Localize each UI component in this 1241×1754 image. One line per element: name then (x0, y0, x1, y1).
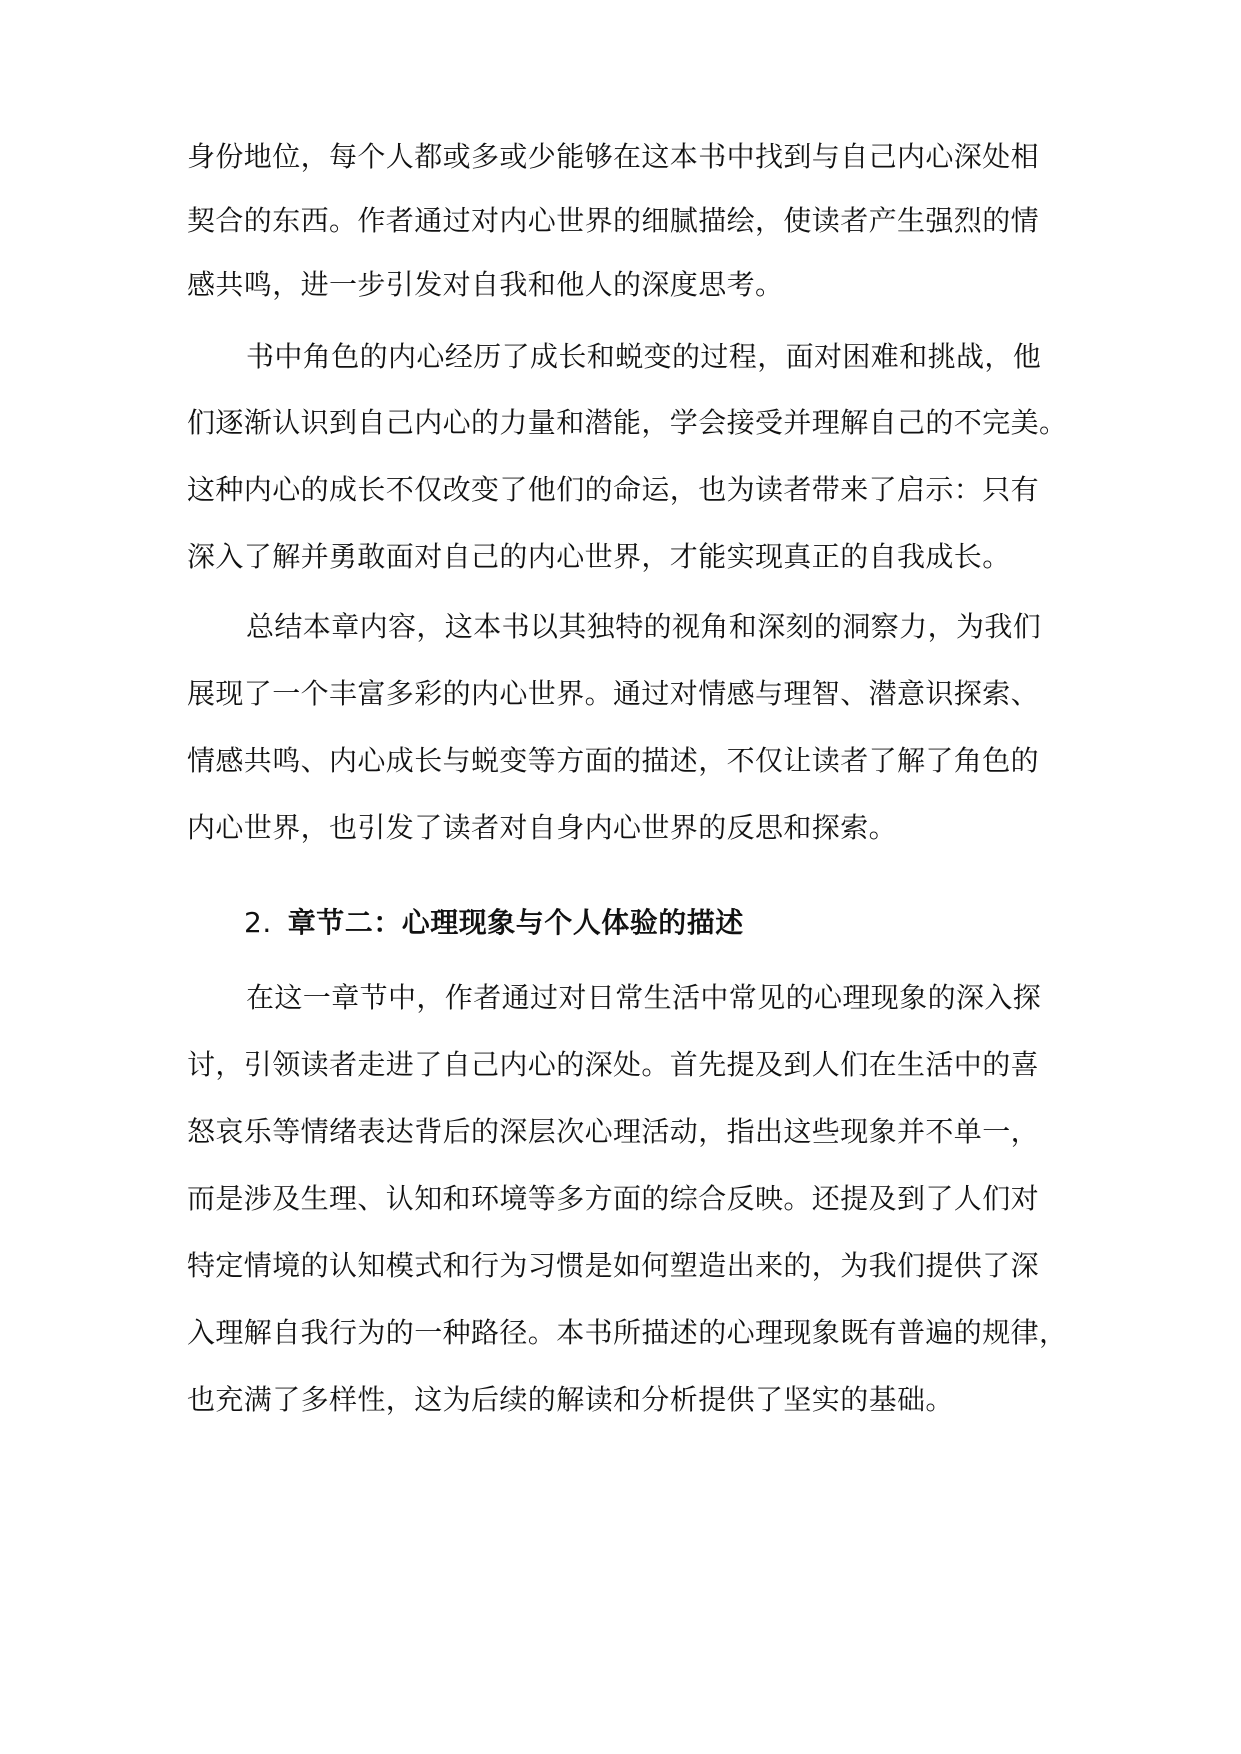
section-paragraph-line-3: 怒哀乐等情绪表达背后的深层次心理活动，指出这些现象并不单一， (187, 1115, 1040, 1148)
section-heading (244, 903, 744, 943)
section-title: 章节二：心理现象与个人体验的描述 (287, 906, 744, 939)
paragraph-3-line-3: 情感共鸣、内心成长与蜕变等方面的描述，不仅让读者了解了角色的 (187, 744, 1040, 777)
paragraph-2-line-2: 们逐渐认识到自己内心的力量和潜能，学会接受并理解自己的不完美。 (187, 406, 1068, 439)
paragraph-3-line-1: 总结本章内容，这本书以其独特的视角和深刻的洞察力，为我们 (246, 610, 1042, 643)
paragraph-1-line-3: 感共鸣，进一步引发对自我和他人的深度思考。 (187, 268, 784, 301)
section-paragraph-line-4: 而是涉及生理、认知和环境等多方面的综合反映。还提及到了人们对 (187, 1182, 1040, 1215)
section-paragraph-line-2: 讨，引领读者走进了自己内心的深处。首先提及到人们在生活中的喜 (187, 1048, 1040, 1081)
paragraph-1-line-1: 身份地位，每个人都或多或少能够在这本书中找到与自己内心深处相 (187, 140, 1040, 173)
paragraph-1-line-2: 契合的东西。作者通过对内心世界的细腻描绘，使读者产生强烈的情 (187, 204, 1040, 237)
section-paragraph-line-1: 在这一章节中，作者通过对日常生活中常见的心理现象的深入探 (246, 981, 1042, 1014)
paragraph-3-line-2: 展现了一个丰富多彩的内心世界。通过对情感与理智、潜意识探索、 (187, 677, 1040, 710)
section-paragraph-line-5: 特定情境的认知模式和行为习惯是如何塑造出来的，为我们提供了深 (187, 1249, 1040, 1282)
paragraph-2-line-3: 这种内心的成长不仅改变了他们的命运，也为读者带来了启示：只有 (187, 473, 1040, 506)
paragraph-3-line-4: 内心世界，也引发了读者对自身内心世界的反思和探索。 (187, 811, 898, 844)
section-paragraph-line-7: 也充满了多样性，这为后续的解读和分析提供了坚实的基础。 (187, 1383, 954, 1416)
section-number: 2. (244, 906, 272, 939)
section-paragraph-line-6: 入理解自我行为的一种路径。本书所描述的心理现象既有普遍的规律， (187, 1316, 1068, 1349)
paragraph-2-line-1: 书中角色的内心经历了成长和蜕变的过程，面对困难和挑战，他 (246, 340, 1042, 373)
paragraph-2-line-4: 深入了解并勇敢面对自己的内心世界，才能实现真正的自我成长。 (187, 540, 1011, 573)
